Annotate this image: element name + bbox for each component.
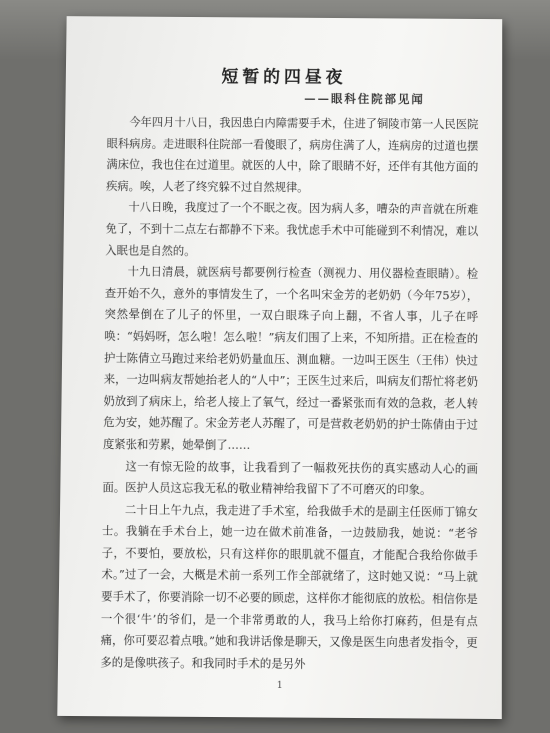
paragraph: 这一有惊无险的故事，让我看到了一幅救死扶伤的真实感动人心的画面。医护人员这忘我无私的敬业精神给我留下了不可磨灭的印象。	[102, 459, 478, 497]
document-title: 短暂的四昼夜	[221, 67, 347, 88]
paragraph: 今年四月十八日，我因患白内障需要手术，住进了铜陵市第一人民医院眼科病房。走进眼科住院部一看傻眼了，病房住满了人，连病房的过道也摆满床位，我也住在过道里。就医的人中，除了眼睛不好，还伴有其他方面的疾病。唉，人老了终究躲不过自然规律。	[106, 115, 479, 194]
document-body	[100, 112, 478, 677]
paragraph: 十九日清晨，就医病号都要例行检查（测视力、用仪器检查眼睛）。检查开始不久，意外的事情发生了，一个名叫宋金芳的老奶奶（今年75岁），突然晕倒在了儿子的怀里，一双白眼珠子向上翻，不省人事，儿子在呼唤：“妈妈呀，怎么啦！怎么啦！”病友们围了上来，不知所措。正在检查的护士陈倩立马跑过来给老奶奶量血压、测血糖。一边叫王医生（王伟）快过来，一边叫病友帮她抬老人的“人中”；王医生过来后，叫病友们帮忙将老奶奶放到了病床上，给老人接上了氧气，经过一番紧张而有效的急救，老人转危为安，她苏醒了。宋金芳老人苏醒了，可是营救老奶奶的护士陈倩由于过度紧张和劳累，她晕倒了……	[102, 265, 479, 452]
paragraph: 十八日晚，我度过了一个不眠之夜。因为病人多，嘈杂的声音就在所难免了，不到十二点左右都静不下来。我忧虑手术中可能碰到不利情况，难以入眠也是自然的。	[105, 201, 479, 258]
document-subtitle: ——眼科住院部见闻	[304, 91, 425, 107]
paragraph: 二十日上午九点，我走进了手术室，给我做手术的是副主任医师丁锦女士。我躺在手术台上，她一边在做术前准备，一边鼓励我，她说：“老爷子，不要怕，要放松，只有这样你的眼肌就不僵直，才能配合我给你做手术。”过了一会，大概是术前一系列工作全部就绪了，这时她又说：“马上就要手术了，你要消除一切不必要的顾虑，这样你才能彻底的放松。相信你是一个很‘牛’的爷们，是一个非常勇敢的人，我马上给你打麻药，但是有点痛，你可要忍着点哦。”她和我讲话像是聊天，又像是医生向患者发指令，更多的是像哄孩子。和我同时手术的是另外	[100, 503, 478, 671]
paper-sheet	[57, 16, 502, 719]
page-number: 1	[276, 680, 283, 691]
